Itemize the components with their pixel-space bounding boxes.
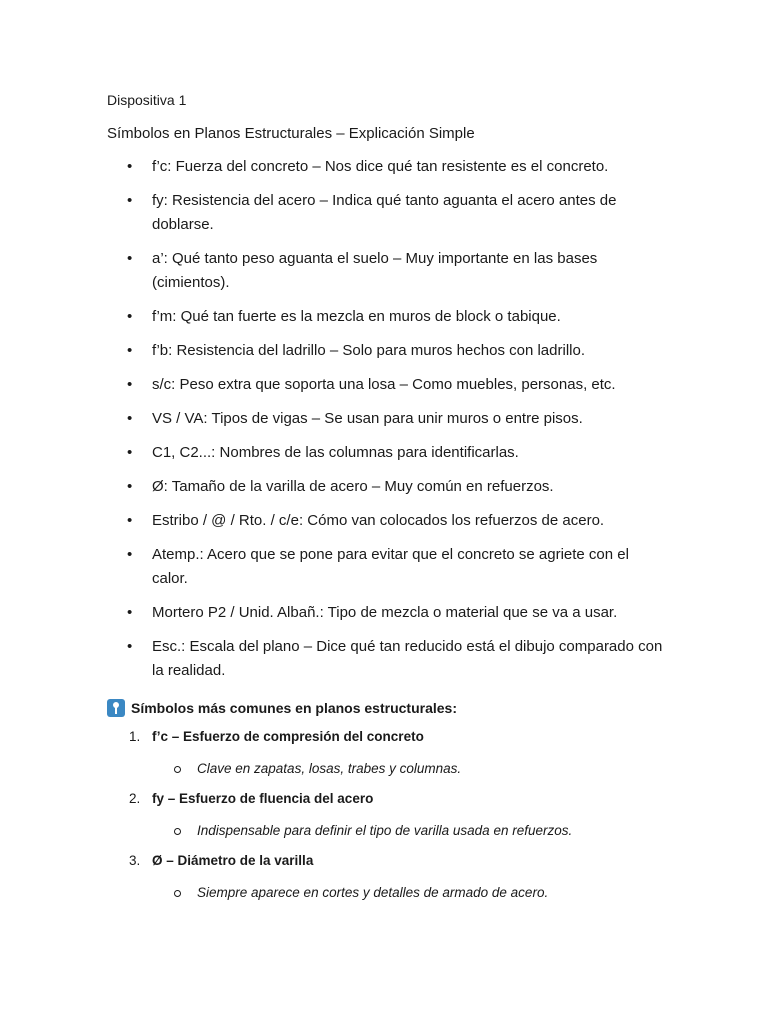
symbols-bullet-list [107, 155, 667, 683]
item-note-text: Siempre aparece en cortes y detalles de armado de acero. [197, 885, 549, 900]
list-item-text: Esc.: Escala del plano – Dice qué tan reducido está el dibujo comparado con la realidad. [152, 638, 663, 679]
list-item [107, 189, 667, 237]
numbered-item [107, 851, 667, 903]
list-item [107, 601, 667, 625]
list-item [107, 441, 667, 465]
list-item [107, 543, 667, 591]
document-page [107, 90, 667, 913]
list-item-text: fy: Resistencia del acero – Indica qué tanto aguanta el acero antes de doblarse. [152, 192, 617, 233]
item-number: 2. [129, 791, 141, 806]
list-item-text: a’: Qué tanto peso aguanta el suelo – Muy importante en las bases (cimientos). [152, 250, 598, 291]
list-item-text: Atemp.: Acero que se pone para evitar que el concreto se agriete con el calor. [152, 546, 629, 587]
list-item-text: f’b: Resistencia del ladrillo – Solo para muros hechos con ladrillo. [152, 342, 585, 359]
item-note [152, 883, 667, 903]
item-note [152, 759, 667, 779]
item-number: 1. [129, 729, 141, 744]
item-number: 3. [129, 853, 141, 868]
bullet-icon: • [127, 158, 133, 175]
section-heading-text: Símbolos más comunes en planos estructurales: [131, 700, 457, 716]
list-item [107, 475, 667, 499]
bullet-icon: • [127, 410, 133, 427]
list-item-text: VS / VA: Tipos de vigas – Se usan para unir muros o entre pisos. [152, 410, 583, 427]
bullet-icon: • [127, 512, 133, 529]
bullet-icon: • [127, 478, 133, 495]
circle-bullet-icon [174, 766, 181, 773]
list-item [107, 305, 667, 329]
bullet-icon: • [127, 192, 133, 209]
item-note-text: Indispensable para definir el tipo de varilla usada en refuerzos. [197, 823, 573, 838]
section-heading [107, 697, 667, 719]
circle-bullet-icon [174, 828, 181, 835]
list-item-text: s/c: Peso extra que soporta una losa – Como muebles, personas, etc. [152, 376, 616, 393]
bullet-icon: • [127, 444, 133, 461]
numbered-item [107, 727, 667, 779]
bullet-icon: • [127, 342, 133, 359]
bullet-icon: • [127, 308, 133, 325]
list-item-text: Ø: Tamaño de la varilla de acero – Muy común en refuerzos. [152, 478, 554, 495]
list-item [107, 373, 667, 397]
list-item-text: C1, C2...: Nombres de las columnas para identificarlas. [152, 444, 519, 461]
bullet-icon: • [127, 250, 133, 267]
item-note-text: Clave en zapatas, losas, trabes y columnas. [197, 761, 462, 776]
list-item-text: Mortero P2 / Unid. Albañ.: Tipo de mezcla o material que se va a usar. [152, 604, 618, 621]
common-symbols-list [107, 727, 667, 903]
bullet-icon: • [127, 638, 133, 655]
document-title: Símbolos en Planos Estructurales – Explicación Simple [107, 125, 475, 142]
circle-bullet-icon [174, 890, 181, 897]
list-item [107, 339, 667, 363]
bullet-icon: • [127, 546, 133, 563]
bullet-icon: • [127, 376, 133, 393]
pushpin-icon [107, 699, 125, 717]
slide-label: Dispositiva 1 [107, 92, 187, 108]
numbered-item [107, 789, 667, 841]
item-title: fy – Esfuerzo de fluencia del acero [152, 791, 374, 806]
item-title: Ø – Diámetro de la varilla [152, 853, 314, 868]
list-item-text: f’m: Qué tan fuerte es la mezcla en muros de block o tabique. [152, 308, 561, 325]
list-item [107, 635, 667, 683]
bullet-icon: • [127, 604, 133, 621]
list-item-text: f’c: Fuerza del concreto – Nos dice qué tan resistente es el concreto. [152, 158, 609, 175]
list-item [107, 247, 667, 295]
item-note [152, 821, 667, 841]
item-title: f’c – Esfuerzo de compresión del concreto [152, 729, 424, 744]
list-item [107, 155, 667, 179]
list-item-text: Estribo / @ / Rto. / c/e: Cómo van colocados los refuerzos de acero. [152, 512, 605, 529]
list-item [107, 407, 667, 431]
list-item [107, 509, 667, 533]
